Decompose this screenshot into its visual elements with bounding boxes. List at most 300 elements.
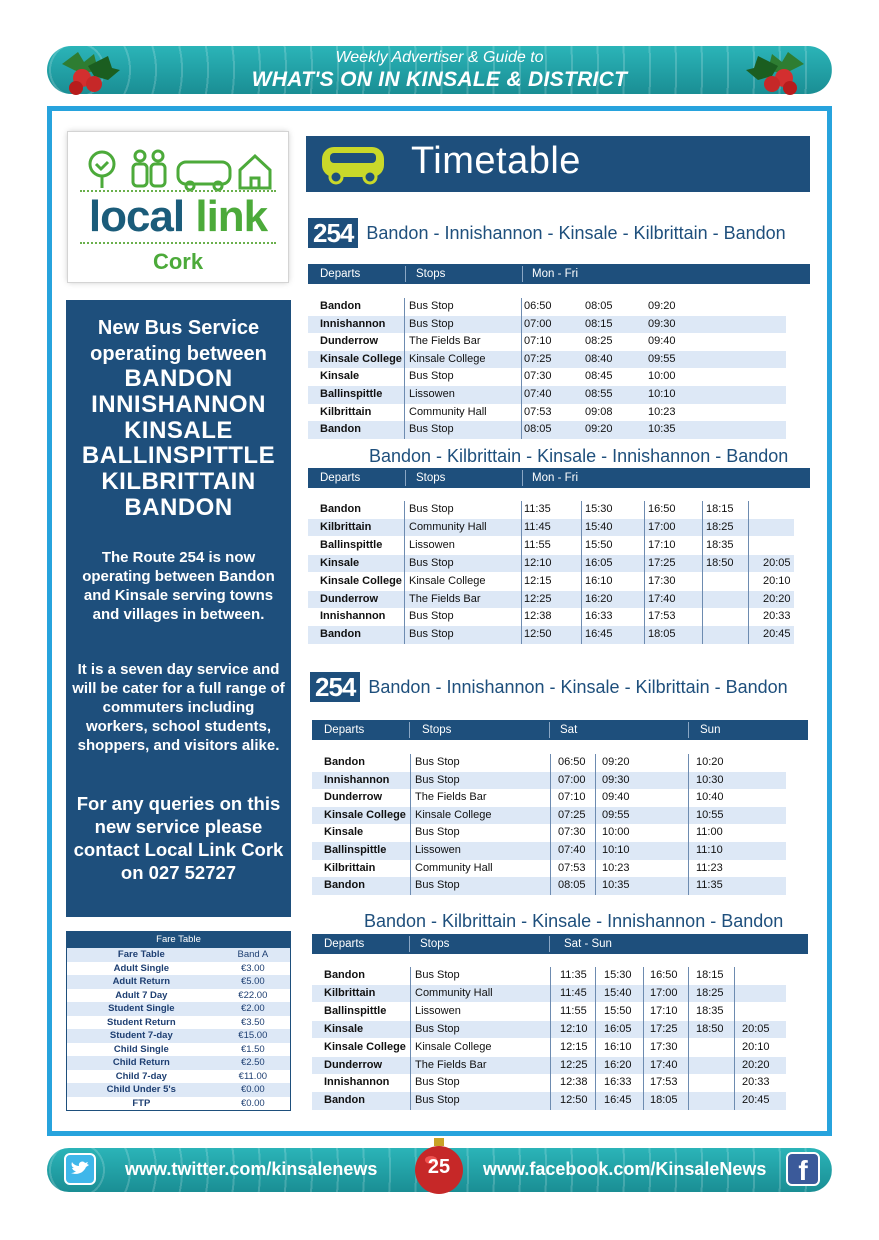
column-divider <box>644 501 645 644</box>
departs-cell: Bandon <box>324 756 365 768</box>
stop-cell: Community Hall <box>415 986 493 999</box>
time-cell: 16:05 <box>585 556 613 569</box>
departs-cell: Bandon <box>324 1094 365 1107</box>
table-row <box>312 789 786 807</box>
fare-row <box>67 1070 290 1084</box>
time-cell: 10:35 <box>602 879 630 892</box>
time-cell: 18:25 <box>696 986 724 999</box>
stop-cell: Kinsale College <box>415 808 492 821</box>
departs-cell: Innishannon <box>324 773 390 786</box>
stop-cell: Kinsale College <box>409 352 486 365</box>
stop-cell: Lissowen <box>409 388 455 400</box>
table-header <box>308 264 810 284</box>
column-divider <box>410 754 411 895</box>
stop-cell: Bus Stop <box>415 969 460 981</box>
time-cell: 07:53 <box>558 861 586 874</box>
stop-cell: Bus Stop <box>415 879 460 892</box>
fare-type: Child 7-day <box>115 1070 167 1082</box>
time-cell: 18:15 <box>696 969 724 981</box>
table-row <box>308 573 794 591</box>
stop-cell: Bus Stop <box>409 317 454 330</box>
column-divider <box>643 967 644 1110</box>
departs-cell: Bandon <box>320 423 361 436</box>
time-cell: 10:23 <box>648 405 676 418</box>
time-cell: 16:33 <box>604 1076 632 1089</box>
table-row <box>312 1092 786 1110</box>
time-cell: 20:33 <box>763 610 791 623</box>
time-cell: 10:40 <box>696 791 724 804</box>
time-cell: 15:40 <box>604 986 632 999</box>
table-row <box>312 1003 786 1021</box>
column-divider <box>688 967 689 1110</box>
time-cell: 16:45 <box>604 1094 632 1107</box>
stop-cell: Community Hall <box>409 520 487 533</box>
header-divider <box>549 936 550 952</box>
time-cell: 07:30 <box>558 826 586 839</box>
time-cell: 12:25 <box>524 592 552 605</box>
stop-cell: Bus Stop <box>415 1094 460 1107</box>
column-header: Stops <box>420 938 450 950</box>
fare-type: Adult 7 Day <box>115 989 168 1001</box>
time-cell: 18:25 <box>706 520 734 533</box>
time-cell: 08:25 <box>585 335 613 348</box>
stop-cell: Bus Stop <box>409 628 454 641</box>
stop-cell: The Fields Bar <box>409 335 481 348</box>
route-description: The Route 254 is now operating between Bandon and Kinsale serving towns and villages in between. <box>82 549 275 623</box>
departs-cell: Dunderrow <box>324 791 383 804</box>
departs-cell: Kinsale College <box>320 574 402 587</box>
time-cell: 18:35 <box>696 1004 724 1017</box>
time-cell: 09:20 <box>585 423 613 436</box>
stop-cell: Lissowen <box>409 538 455 551</box>
time-cell: 17:53 <box>648 610 676 623</box>
table-row <box>308 333 786 351</box>
table-row <box>308 298 786 316</box>
column-header: Mon - Fri <box>532 268 578 280</box>
holly-icon <box>744 44 808 98</box>
fare-price: €1.50 <box>240 1043 265 1055</box>
stop-cell: Bus Stop <box>415 1022 460 1035</box>
column-divider <box>688 754 689 895</box>
table-row <box>308 368 786 386</box>
fare-table-caption: Fare Table <box>67 932 290 948</box>
stop-cell: Bus Stop <box>409 556 454 569</box>
column-divider <box>550 754 551 895</box>
column-divider <box>581 501 582 644</box>
time-cell: 11:55 <box>524 538 551 551</box>
header-divider <box>405 470 406 486</box>
bus-icon <box>320 145 386 185</box>
fare-price: €11.00 <box>238 1070 268 1082</box>
time-cell: 08:55 <box>585 388 613 400</box>
departs-cell: Dunderrow <box>324 1058 383 1071</box>
header-banner <box>47 46 832 94</box>
time-cell: 07:10 <box>558 791 586 804</box>
column-header: Stops <box>416 268 446 280</box>
table-row <box>312 1057 786 1075</box>
column-divider <box>410 967 411 1110</box>
time-cell: 06:50 <box>524 300 552 312</box>
time-cell: 20:10 <box>763 574 791 587</box>
town-name: BANDON <box>124 493 233 521</box>
table-row <box>308 626 794 644</box>
departs-cell: Kinsale <box>320 556 360 569</box>
time-cell: 20:33 <box>742 1076 770 1089</box>
fare-type: Adult Single <box>113 962 170 974</box>
time-cell: 09:20 <box>602 756 630 768</box>
departs-cell: Bandon <box>320 503 361 515</box>
time-cell: 12:15 <box>524 574 552 587</box>
departs-cell: Innishannon <box>324 1076 390 1089</box>
town-list <box>66 366 291 521</box>
fare-price: €2.00 <box>240 1003 265 1014</box>
time-cell: 18:50 <box>706 556 734 569</box>
time-cell: 18:50 <box>696 1022 724 1035</box>
table-row <box>312 754 786 772</box>
time-cell: 11:45 <box>524 520 551 533</box>
fare-type: Child Return <box>112 1057 170 1068</box>
route-heading <box>310 672 788 702</box>
service-description: It is a seven day service and will be cater for a full range of commuters including workers, school students, shoppers, and visitors alike. <box>72 661 285 754</box>
column-divider <box>595 754 596 895</box>
twitter-bird-icon <box>66 1155 94 1183</box>
fare-row <box>67 989 290 1003</box>
time-cell: 15:40 <box>585 520 613 533</box>
time-cell: 16:10 <box>604 1040 632 1053</box>
stop-cell: Bus Stop <box>409 370 454 383</box>
departs-cell: Kinsale <box>320 370 360 383</box>
time-cell: 16:50 <box>648 503 676 515</box>
time-cell: 09:08 <box>585 405 613 418</box>
fare-row <box>67 975 290 989</box>
departs-cell: Ballinspittle <box>324 844 387 856</box>
fare-type: FTP <box>132 1097 151 1109</box>
time-cell: 12:15 <box>560 1040 588 1053</box>
time-cell: 07:25 <box>558 808 586 821</box>
departs-cell: Kilbrittain <box>324 861 376 874</box>
stop-cell: Bus Stop <box>415 1076 460 1089</box>
time-cell: 10:20 <box>696 756 724 768</box>
time-cell: 07:00 <box>524 317 552 330</box>
column-header: Sun <box>700 724 721 736</box>
stop-cell: Bus Stop <box>415 826 460 839</box>
time-cell: 08:40 <box>585 352 613 365</box>
time-cell: 15:50 <box>585 538 613 551</box>
time-cell: 16:45 <box>585 628 613 641</box>
table-row <box>312 772 786 790</box>
time-cell: 09:55 <box>602 808 630 821</box>
time-cell: 17:30 <box>650 1040 678 1053</box>
stop-cell: Bus Stop <box>409 300 454 312</box>
fare-price: €22.00 <box>238 989 268 1001</box>
time-cell: 09:55 <box>648 352 676 365</box>
logo-city: Cork <box>152 249 204 274</box>
time-cell: 17:40 <box>648 592 676 605</box>
header-title: WHAT'S ON IN KINSALE & DISTRICT <box>251 68 628 91</box>
time-cell: 10:00 <box>648 370 676 383</box>
column-divider <box>595 967 596 1110</box>
time-cell: 16:50 <box>650 969 678 981</box>
time-cell: 20:10 <box>742 1040 770 1053</box>
time-cell: 17:10 <box>648 538 676 551</box>
table-row <box>312 1021 786 1039</box>
time-cell: 11:10 <box>696 844 723 856</box>
fare-type: Adult Return <box>112 976 171 987</box>
fare-table <box>66 931 291 1111</box>
time-cell: 15:50 <box>604 1004 632 1017</box>
departs-cell: Bandon <box>324 879 365 892</box>
time-cell: 17:00 <box>648 520 676 533</box>
header-divider <box>688 722 689 738</box>
time-cell: 08:05 <box>585 300 613 312</box>
column-divider <box>734 967 735 1110</box>
time-cell: 07:25 <box>524 352 552 365</box>
time-cell: 10:10 <box>602 844 630 856</box>
time-cell: 10:23 <box>602 861 630 874</box>
fare-price: €0.00 <box>240 1084 265 1095</box>
stop-cell: Bus Stop <box>409 503 454 515</box>
service-info-panel <box>66 300 291 917</box>
time-cell: 10:10 <box>648 388 676 400</box>
table-header <box>312 934 808 954</box>
time-cell: 17:25 <box>650 1022 678 1035</box>
fare-row <box>67 1016 290 1030</box>
column-header: Stops <box>422 724 452 736</box>
logo-word-local: local <box>88 192 185 241</box>
departs-cell: Bandon <box>320 628 361 641</box>
page-number: 25 <box>427 1156 451 1178</box>
stop-cell: Kinsale College <box>409 574 486 587</box>
time-cell: 16:33 <box>585 610 613 623</box>
time-cell: 18:35 <box>706 538 734 551</box>
column-divider <box>550 967 551 1110</box>
stop-cell: Kinsale College <box>415 1040 492 1053</box>
time-cell: 09:20 <box>648 300 676 312</box>
fare-type: Student Return <box>107 1016 176 1028</box>
fare-type: Fare Table <box>117 949 165 960</box>
time-cell: 20:05 <box>742 1022 770 1035</box>
table-row <box>312 860 786 878</box>
time-cell: 07:40 <box>524 388 552 400</box>
time-cell: 20:05 <box>763 556 791 569</box>
time-cell: 16:10 <box>585 574 613 587</box>
table-row <box>308 351 786 369</box>
table-row <box>312 824 786 842</box>
time-cell: 12:25 <box>560 1058 588 1071</box>
fare-price: €15.00 <box>238 1030 268 1041</box>
time-cell: 11:55 <box>560 1004 587 1017</box>
column-header: Stops <box>416 472 446 484</box>
time-cell: 08:05 <box>524 423 552 436</box>
table-row <box>308 386 786 404</box>
stop-cell: Community Hall <box>415 861 493 874</box>
column-divider <box>702 501 703 644</box>
route-number-badge: 254 <box>310 672 360 702</box>
header-divider <box>405 266 406 282</box>
column-divider <box>521 501 522 644</box>
departs-cell: Ballinspittle <box>320 538 383 551</box>
stop-cell: Community Hall <box>409 405 487 418</box>
time-cell: 18:15 <box>706 503 734 515</box>
time-cell: 07:00 <box>558 773 586 786</box>
time-cell: 17:53 <box>650 1076 678 1089</box>
time-cell: 20:45 <box>742 1094 770 1107</box>
departs-cell: Kinsale College <box>320 352 402 365</box>
header-subtitle: Weekly Advertiser & Guide to <box>335 49 544 66</box>
departs-cell: Bandon <box>324 969 365 981</box>
time-cell: 18:05 <box>648 628 676 641</box>
time-cell: 15:30 <box>585 503 613 515</box>
logo-wordmark <box>68 192 288 242</box>
departs-cell: Kinsale College <box>324 1040 406 1053</box>
route-title: Bandon - Kilbrittain - Kinsale - Innishannon - Bandon <box>369 446 789 466</box>
fare-price: €0.00 <box>240 1097 265 1109</box>
column-divider <box>404 298 405 439</box>
twitter-icon[interactable] <box>64 1153 96 1185</box>
time-cell: 16:20 <box>585 592 613 605</box>
fare-type: Child Under 5's <box>106 1084 176 1095</box>
table-row <box>308 404 786 422</box>
time-cell: 11:35 <box>524 503 551 515</box>
time-cell: 12:10 <box>560 1022 588 1035</box>
table-row <box>312 985 786 1003</box>
time-cell: 18:05 <box>650 1094 678 1107</box>
column-header: Mon - Fri <box>532 472 578 484</box>
stop-cell: Bus Stop <box>409 610 454 623</box>
contact-info: For any queries on this new service please contact Local Link Cork on 027 52727 <box>73 793 284 883</box>
fare-price: €3.00 <box>240 962 265 974</box>
table-row <box>308 537 794 555</box>
departs-cell: Dunderrow <box>320 592 379 605</box>
time-cell: 07:53 <box>524 405 552 418</box>
table-row <box>312 1039 786 1057</box>
time-cell: 09:30 <box>648 317 676 330</box>
time-cell: 12:50 <box>524 628 552 641</box>
stop-cell: The Fields Bar <box>415 791 487 804</box>
time-cell: 12:50 <box>560 1094 588 1107</box>
time-cell: 17:40 <box>650 1058 678 1071</box>
time-cell: 11:23 <box>696 861 723 874</box>
stop-cell: The Fields Bar <box>409 592 481 605</box>
town-name: BALLINSPITTLE <box>81 442 276 470</box>
fare-price: €2.50 <box>240 1057 265 1068</box>
time-cell: 07:30 <box>524 370 552 383</box>
departs-cell: Ballinspittle <box>324 1004 387 1017</box>
table-row <box>308 421 786 439</box>
route-title: Bandon - Kilbrittain - Kinsale - Innishannon - Bandon <box>364 911 784 931</box>
table-row <box>308 501 794 519</box>
time-cell: 17:00 <box>650 986 678 999</box>
header-divider <box>409 722 410 738</box>
departs-cell: Kilbrittain <box>324 986 376 999</box>
column-divider <box>521 298 522 439</box>
fare-type: Student Single <box>108 1003 175 1014</box>
time-cell: 20:20 <box>763 592 791 605</box>
timetable-title: Timetable <box>411 140 581 182</box>
column-divider <box>404 501 405 644</box>
departs-cell: Bandon <box>320 300 361 312</box>
table-row <box>308 316 786 334</box>
fare-row <box>67 962 290 976</box>
time-cell: 08:45 <box>585 370 613 383</box>
departs-cell: Ballinspittle <box>320 388 383 400</box>
time-cell: 09:40 <box>602 791 630 804</box>
table-row <box>308 608 794 626</box>
stop-cell: Bus Stop <box>415 773 460 786</box>
fare-price: €3.50 <box>240 1016 265 1028</box>
time-cell: 11:35 <box>696 879 723 892</box>
time-cell: 20:45 <box>763 628 791 641</box>
table-row <box>312 807 786 825</box>
fare-price: €5.00 <box>240 976 265 987</box>
timetable-header <box>306 136 810 192</box>
fare-row <box>67 1043 290 1057</box>
table-header <box>308 468 810 488</box>
holly-icon <box>58 44 122 98</box>
column-divider <box>748 501 749 644</box>
facebook-icon[interactable]: f <box>786 1152 820 1186</box>
column-header: Departs <box>320 268 361 280</box>
time-cell: 09:40 <box>648 335 676 348</box>
twitter-link[interactable]: www.twitter.com/kinsalenews <box>125 1159 378 1179</box>
time-cell: 17:25 <box>648 556 676 569</box>
facebook-link[interactable]: www.facebook.com/KinsaleNews <box>483 1159 767 1179</box>
town-name: KINSALE <box>124 416 233 444</box>
fare-row <box>67 1056 290 1070</box>
stop-cell: Lissowen <box>415 844 461 856</box>
time-cell: 12:38 <box>524 610 552 623</box>
header-divider <box>549 722 550 738</box>
time-cell: 10:55 <box>696 808 724 821</box>
table-header <box>312 720 808 740</box>
table-row <box>312 842 786 860</box>
route-title: Bandon - Innishannon - Kinsale - Kilbrittain - Bandon <box>366 222 786 243</box>
table-row <box>308 519 794 537</box>
route-number-badge: 254 <box>308 218 358 248</box>
time-cell: 20:20 <box>742 1058 770 1071</box>
stop-cell: Lissowen <box>415 1004 461 1017</box>
logo-word-link: link <box>195 192 268 241</box>
time-cell: 07:10 <box>524 335 552 348</box>
time-cell: 10:30 <box>696 773 724 786</box>
time-cell: 08:05 <box>558 879 586 892</box>
fare-header-row <box>67 948 290 962</box>
time-cell: 11:45 <box>560 986 587 999</box>
time-cell: 07:40 <box>558 844 586 856</box>
time-cell: 16:20 <box>604 1058 632 1071</box>
table-row <box>308 591 794 609</box>
column-header: Departs <box>324 724 365 736</box>
town-name: BANDON <box>124 365 233 392</box>
column-header: Sat <box>560 724 578 736</box>
departs-cell: Kinsale College <box>324 808 406 821</box>
fare-type: Student 7-day <box>109 1030 173 1041</box>
stop-cell: The Fields Bar <box>415 1058 487 1071</box>
time-cell: 11:00 <box>696 826 723 839</box>
time-cell: 06:50 <box>558 756 586 768</box>
stop-cell: Bus Stop <box>415 756 460 768</box>
town-name: INNISHANNON <box>91 390 266 418</box>
time-cell: 16:05 <box>604 1022 632 1035</box>
service-heading: New Bus Service operating between <box>90 317 267 365</box>
departs-cell: Kinsale <box>324 1022 364 1035</box>
time-cell: 15:30 <box>604 969 632 981</box>
time-cell: 11:35 <box>560 969 587 981</box>
table-row <box>308 555 794 573</box>
time-cell: 08:15 <box>585 317 613 330</box>
local-link-logo <box>68 132 288 282</box>
departs-cell: Innishannon <box>320 317 386 330</box>
